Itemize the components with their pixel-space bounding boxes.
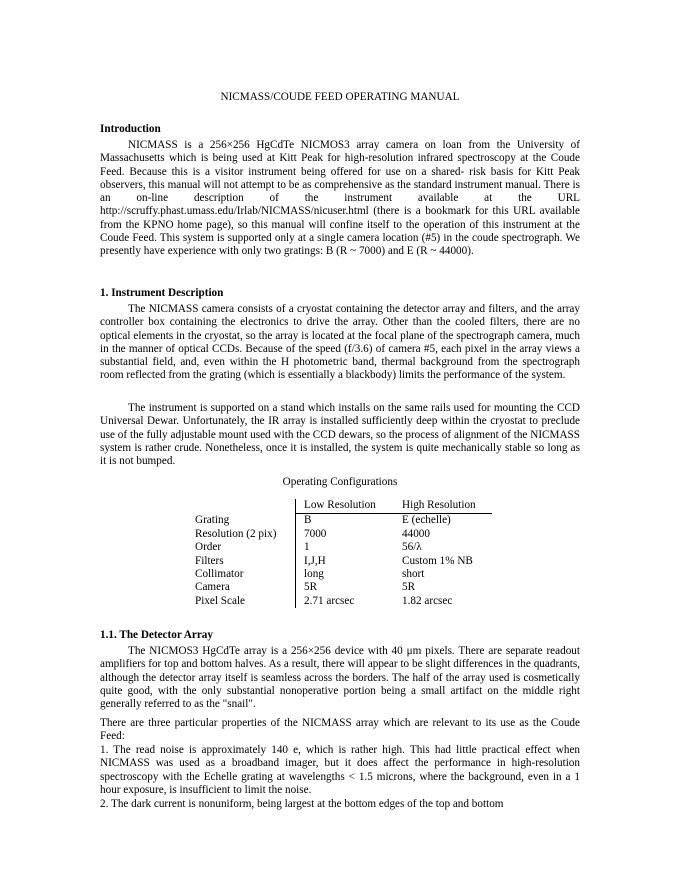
table-cell: 5R (296, 581, 403, 594)
table-cell: I,J,H (296, 555, 403, 568)
table-cell: B (296, 514, 403, 528)
table-cell: E (echelle) (402, 514, 451, 527)
table-cell: 44000 (402, 527, 430, 540)
table-cell: 1 (296, 541, 403, 554)
introduction-heading: Introduction (100, 123, 161, 135)
table-row (195, 568, 492, 581)
table-cell: Order (195, 541, 222, 554)
introduction-paragraph: NICMASS is a 256×256 HgCdTe NICMOS3 array camera on loan from the University of Massachusetts which is being used at Kitt Peak for high-resolution infrared spectroscopy at the Coude Feed. Because this is a visitor instrument being offered for use on a shared- risk basis for Kitt Peak observers, this manual will not attempt to be as comprehensive as the standard instrument manual. There is an on-line description of the instrument available at the URL http://scruffy.phast.umass.edu/Irlab/NICMASS/nicuser.html (there is a bookmark for this URL available from the KPNO home page), so this manual will confine itself to the operation of this instrument at the Coude Feed. This system is supported only at a single camera location (#5) in the coude spectrograph. We presently have experience with only two gratings: B (R ~ 7000) and E (R ~ 44000). (100, 139, 580, 258)
section-1-1-paragraph-1: The NICMOS3 HgCdTe array is a 256×256 device with 40 μm pixels. There are separate readout amplifiers for top and bottom halves. As a result, there will appear to be slight differences in the quadrants, although the detector array itself is seamless across the borders. The half of the array used is cosmetically quite good, with the only substantial nonoperative portion being a small artifact on the middle right generally referred to as the "snail". (100, 645, 580, 711)
table-cell: 1.82 arcsec (402, 594, 453, 607)
table-row (195, 581, 492, 594)
document-title: NICMASS/COUDE FEED OPERATING MANUAL (220, 91, 460, 103)
table-cell: 56/λ (402, 541, 422, 554)
table-cell: short (402, 568, 425, 581)
table-cell: Resolution (2 pix) (195, 527, 277, 540)
table-row (195, 514, 492, 528)
table-cell: 7000 (296, 528, 403, 541)
list-item-1: 1. The read noise is approximately 140 e, which is rather high. This had little practical effect when NICMASS was used as a broadband imager, but it does affect the performance in high-resolution spectroscopy with the Echelle grating at wavelengths < 1.5 microns, where the background, even in a 1 hour exposure, is insufficient to limit the noise. (100, 744, 580, 796)
table-row (195, 555, 492, 568)
section-1-1-heading: 1.1. The Detector Array (100, 629, 213, 641)
table-header-cell (195, 499, 296, 514)
section-1-1-paragraph-2: There are three particular properties of the NICMASS array which are relevant to its use as the Coude Feed: (100, 717, 580, 743)
table-header-cell: High Resolution (402, 499, 492, 514)
table-cell: Filters (195, 554, 224, 567)
table-cell: Pixel Scale (195, 594, 246, 607)
table-cell: 5R (402, 581, 416, 594)
table-cell: Custom 1% NB (402, 554, 473, 567)
table-row (195, 595, 492, 608)
table-header-row (195, 499, 492, 514)
section-1-paragraph-2: The instrument is supported on a stand which installs on the same rails used for mounting the CCD Universal Dewar. Unfortunately, the IR array is installed sufficiently deep within the cryostat to preclude use of the fully adjustable mount used with the CCD dewars, so the process of alignment of the NICMASS system is rather crude. Nonetheless, once it is installed, the system is quite mechanically stable so long as it is not bumped. (100, 402, 580, 468)
table-row (195, 541, 492, 554)
table-caption: Operating Configurations (282, 476, 398, 488)
table-cell: Camera (195, 581, 230, 594)
table-cell: 2.71 arcsec (296, 595, 403, 608)
table-cell: long (296, 568, 403, 581)
operating-configurations-table (195, 499, 492, 608)
table-header-cell: Low Resolution (296, 499, 403, 514)
table-row (195, 528, 492, 541)
list-item-2: 2. The dark current is nonuniform, being largest at the bottom edges of the top and bottom (100, 798, 504, 810)
section-1-heading: 1. Instrument Description (100, 287, 224, 299)
section-1-paragraph-1: The NICMASS camera consists of a cryostat containing the detector array and filters, and the array controller box containing the electronics to drive the array. Other than the cooled filters, there are no optical elements in the cryostat, so the array is located at the focal plane of the spectrograph camera, much in the manner of optical CCDs. Because of the speed (f/3.6) of camera #5, each pixel in the array views a substantial field, and, even within the H photometric band, thermal background from the spectrograph room reflected from the grating (which is essentially a blackbody) limits the performance of the system. (100, 303, 580, 382)
table-cell: Collimator (195, 568, 244, 581)
table-cell: Grating (195, 513, 230, 526)
